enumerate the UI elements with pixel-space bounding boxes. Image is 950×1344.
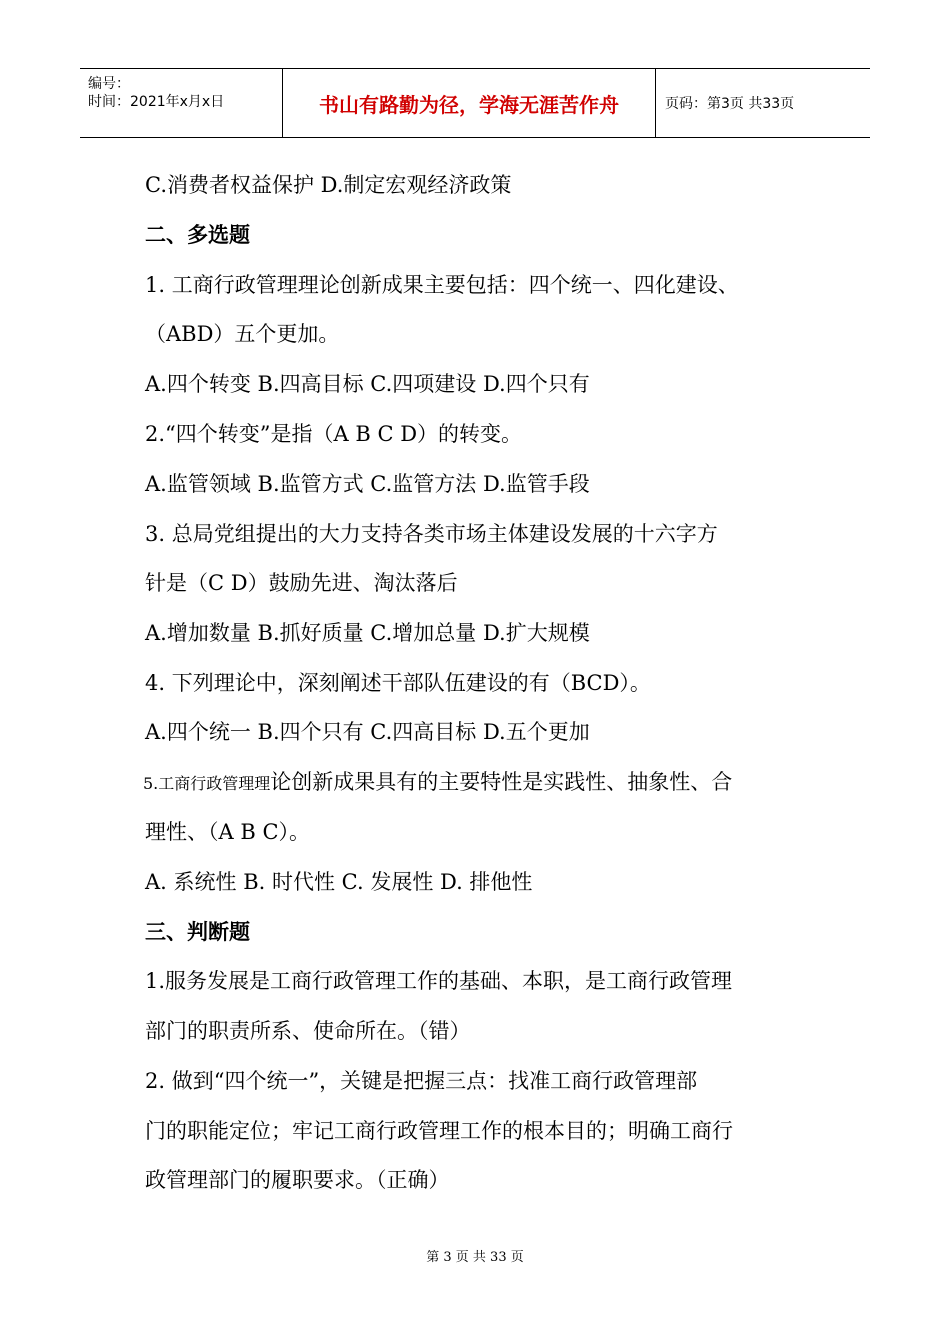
text-line: 2.“四个转变”是指（A B C D）的转变。 xyxy=(145,422,523,446)
text-line: 部门的职责所系、使命所在。（错） xyxy=(145,1019,471,1043)
text-line: A.四个转变 B.四高目标 C.四项建设 D.四个只有 xyxy=(145,372,590,396)
text-line: 1. 工商行政管理理论创新成果主要包括：四个统一、四化建设、 xyxy=(145,273,739,297)
page-header xyxy=(80,68,870,138)
time-label: 时间：2021年x月x日 xyxy=(88,94,225,110)
text-line: C.消费者权益保护 D.制定宏观经济政策 xyxy=(145,173,512,197)
text-line: A.监管领域 B.监管方式 C.监管方法 D.监管手段 xyxy=(145,472,590,496)
text-line: A. 系统性 B. 时代性 C. 发展性 D. 排他性 xyxy=(145,870,533,894)
text-line: 2. 做到“四个统一”，关键是把握三点：找准工商行政管理部 xyxy=(145,1069,698,1093)
question-5-line xyxy=(143,768,732,798)
section-heading-true-false: 三、判断题 xyxy=(145,920,250,944)
text-line: 3. 总局党组提出的大力支持各类市场主体建设发展的十六字方 xyxy=(145,522,718,546)
text-line: 政管理部门的履职要求。（正确） xyxy=(145,1168,450,1192)
text-line: A.增加数量 B.抓好质量 C.增加总量 D.扩大规模 xyxy=(145,621,590,645)
text-line: 门的职能定位；牢记工商行政管理工作的根本目的；明确工商行 xyxy=(145,1119,733,1143)
text-line: A.四个统一 B.四个只有 C.四高目标 D.五个更加 xyxy=(145,720,590,744)
text-line: （ABD）五个更加。 xyxy=(145,322,340,346)
section-heading-multiple-choice: 二、多选题 xyxy=(145,223,250,247)
text-line: 针是（C D）鼓励先进、淘汰落后 xyxy=(145,571,458,595)
page-footer: 第 3 页 共 33 页 xyxy=(426,1250,524,1265)
question-5-text: 论创新成果具有的主要特性是实践性、抽象性、合 xyxy=(270,770,733,794)
text-line: 4. 下列理论中，深刻阐述干部队伍建设的有（BCD）。 xyxy=(145,671,651,695)
text-line: 理性、（A B C）。 xyxy=(145,820,311,844)
page-info: 页码：第3页 共33页 xyxy=(665,96,795,112)
question-5-prefix: 5.工商行政管理理 xyxy=(143,774,271,793)
text-line: 1.服务发展是工商行政管理工作的基础、本职，是工商行政管理 xyxy=(145,969,733,993)
number-label: 编号： xyxy=(88,76,130,92)
motto: 书山有路勤为径，学海无涯苦作舟 xyxy=(282,69,656,137)
header-left-cell xyxy=(80,69,282,137)
